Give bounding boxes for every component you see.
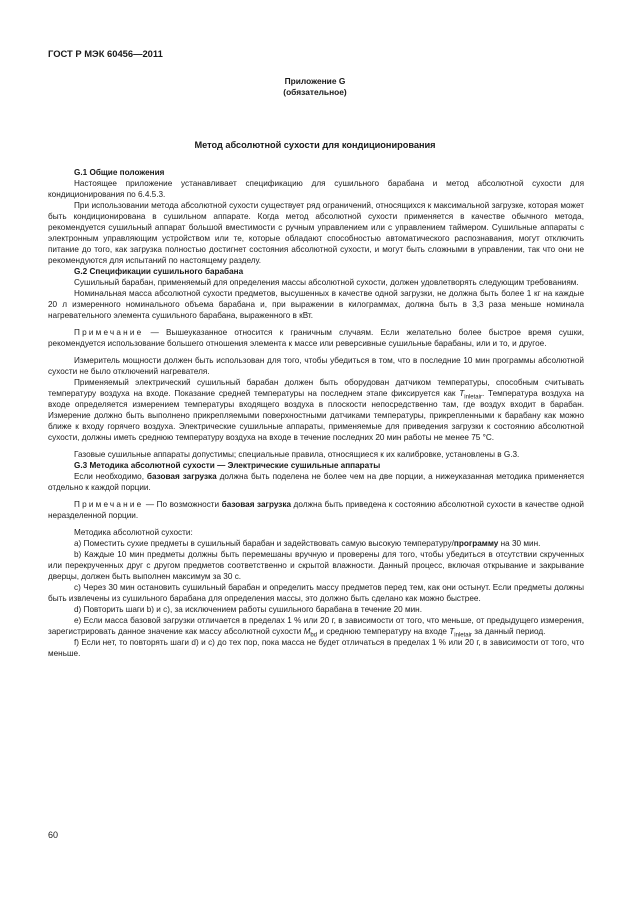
note-text: — Вышеуказанное относится к граничным случаям. Если желательно более быстрое время сушки, рекомендуется использование большего отношения элемента к массе или реверсивные сушильные барабаны, или и то, и другое. [48,328,584,348]
text-run: — По возможности [143,500,222,509]
text-run: . Температура воздуха на входе определяется измерением температуры входящего воздуха в плоскости непосредственно там, где воздух входит в барабан. Измерение должно быть выполнено прикрепляемыми поверхностными датчиками температуры, прикрепленными к барабану как можно ближе к входу горячего воздуха. Электрические сушильные аппараты, применяемые для приведения загрузки к состоянию абсолютной сухости, должны иметь среднюю температуру воздуха на входе в течение последних 20 мин работы не менее 75 °С. [48,389,584,442]
standard-header: ГОСТ Р МЭК 60456—2011 [48,48,163,59]
term-bold: базовая загрузка [146,472,217,481]
text-run: на 30 мин. [498,539,541,548]
term-bold: программу [453,539,499,548]
text-run: e) Если масса базовой загрузки отличается в пределах 1 % или 20 г, в зависимости от того, что меньше, от предыдущего измерения, зарегистрировать данное значение как массу абсолютной сухости [48,616,584,636]
subscript: inletair [454,632,472,639]
paragraph: Сушильный барабан, применяемый для определения массы абсолютной сухости, должен удовлетворять следующим требованиям. [74,278,579,287]
section-heading-g3: G.3 Методика абсолютной сухости — Электрические сушильные аппараты [74,461,381,470]
list-item [48,615,584,637]
annex-title: Приложение G [284,76,346,86]
list-item: f) Если нет, то повторять шаги d) и c) до тех пор, пока масса не будет отличаться в пределах 1 % или 20 г, в зависимости от того, что меньше. [48,638,584,658]
paragraph [48,377,584,443]
text-run: и среднюю температуру на входе [317,627,450,636]
annex-heading [0,76,630,98]
list-item: c) Через 30 мин остановить сушильный барабан и определить массу предметов перед тем, как они остынут. Если предметы должны быть извлечены из сушильного барабана для определения массы, это должно быть сделано как можно быстрее. [48,583,584,603]
text-run: должна быть поделена не более чем на две порции, а нижеуказанная методика применяется отдельно к каждой порции. [48,472,585,492]
text-run: за данный период. [471,627,546,636]
paragraph: Методика абсолютной сухости: [74,528,193,537]
annex-status: (обязательное) [283,87,347,97]
text-run: должна быть приведена к состоянию абсолютной сухости в качестве одной неразделенной порции. [48,500,585,520]
text-run: Применяемый электрический сушильный барабан должен быть оборудован датчиком температуры, способным считывать температуру воздуха на входе. Показание средней температуры на последнем этапе фиксируется как [48,378,584,398]
section-heading-g1: G.1 Общие положения [74,168,165,177]
term-bold: базовая загрузка [221,500,292,509]
variable: M [303,627,311,636]
paragraph: Измеритель мощности должен быть использован для того, чтобы убедиться в том, что в последние 10 мин программы абсолютной сухости не было отключений нагревателя. [48,356,584,376]
variable: T [449,627,455,636]
list-item: d) Повторить шаги b) и c), за исключением работы сушильного барабана в течение 20 мин. [74,605,422,614]
document-title: Метод абсолютной сухости для кондиционирования [194,140,436,150]
note-label: Примечание [74,500,144,509]
document-body [48,167,584,659]
paragraph: Газовые сушильные аппараты допустимы; специальные правила, относящиеся к их калибровке, установлены в G.3. [74,450,520,459]
subscript: inletair [464,394,482,401]
subscript: bd [310,632,318,639]
paragraph: Номинальная масса абсолютной сухости предметов, высушенных в качестве одной загрузки, не должна быть более 1 кг на каждые 20 л измеренного номинального объема барабана и, при выражении в килограммах, должна быть в 3,3 раза меньше номинала нагревательного элемента сушильного барабана, выраженного в кВт. [48,289,584,320]
paragraph: Настоящее приложение устанавливает спецификацию для сушильного барабана и метод абсолютной сухости для кондиционирования по 6.4.5.3. [48,179,584,199]
note-label: Примечание [74,328,144,337]
list-item: b) Каждые 10 мин предметы должны быть перемешаны вручную и проверены для того, чтобы убедиться в отсутствии скрученных или перекрученных друг с другом предметов соответственно и скрытой влажности. Данный процесс, включая открывание и закрывание дверцы, должен быть выполнен максимум за 30 с. [48,550,584,581]
text-run: Если необходимо, [74,472,147,481]
note [48,499,584,521]
paragraph [48,471,584,493]
variable: T [459,389,465,398]
page-number: 60 [48,830,59,840]
section-heading-g2: G.2 Спецификации сушильного барабана [74,267,244,276]
text-run: a) Поместить сухие предметы в сушильный барабан и задействовать самую высокую температуру/ [74,539,454,548]
note [48,327,584,349]
paragraph: При использовании метода абсолютной сухости существует ряд ограничений, относящихся к максимальной загрузке, которая может быть кондиционирована в сушильном аппарате. Когда метод абсолютной сухости применяется в качестве обычного метода, рекомендуется сушильный аппарат большой вместимости с ручным управлением или с управлением таймером. Сушильные аппараты с электронным управляющим устройством или те, которые обладают способностью автоматического распознавания, могут отключить питание до того, как загрузка полностью достигнет состояния абсолютной сухости, и могут быть сложными в управлении, так что они не рекомендуются для испытаний по настоящему разделу. [48,201,584,265]
list-item [48,538,584,549]
